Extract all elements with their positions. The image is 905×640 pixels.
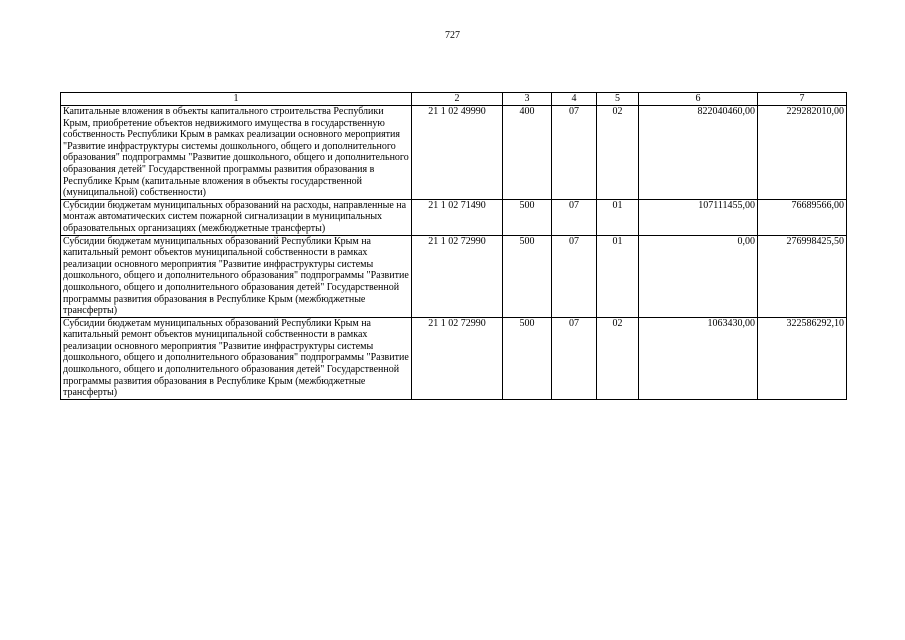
table-row [61, 106, 847, 200]
header-col-2: 2 [412, 93, 503, 106]
row-expense-type: 500 [503, 317, 552, 399]
row-target-article: 21 1 02 72990 [412, 317, 503, 399]
header-col-6: 6 [639, 93, 758, 106]
row-amount-col7: 229282010,00 [758, 106, 847, 200]
table-row [61, 317, 847, 399]
row-amount-col7: 276998425,50 [758, 235, 847, 317]
header-col-7: 7 [758, 93, 847, 106]
row-description: Капитальные вложения в объекты капитального строительства Республики Крым, приобретение объектов недвижимого имущества в государственную собственность Республики Крым в рамках реализации основного мероприятия "Развитие инфраструктуры системы дошкольного, общего и дополнительного образования" подпрограммы "Развитие дошкольного, общего и дополнительного образования детей" Государственной программы развития образования в Республике Крым (капитальные вложения в объекты государственной (муниципальной) собственности) [61, 106, 412, 200]
row-amount-col7: 322586292,10 [758, 317, 847, 399]
header-col-1: 1 [61, 93, 412, 106]
table-body [61, 106, 847, 400]
row-section: 07 [552, 199, 597, 235]
row-amount-col6: 1063430,00 [639, 317, 758, 399]
row-subsection: 02 [597, 317, 639, 399]
row-expense-type: 500 [503, 235, 552, 317]
row-section: 07 [552, 235, 597, 317]
row-description: Субсидии бюджетам муниципальных образований на расходы, направленные на монтаж автоматических систем пожарной сигнализации в муниципальных образовательных организациях (межбюджетные трансферты) [61, 199, 412, 235]
row-section: 07 [552, 106, 597, 200]
row-description: Субсидии бюджетам муниципальных образований Республики Крым на капитальный ремонт объектов муниципальной собственности в рамках реализации основного мероприятия "Развитие инфраструктуры системы дошкольного, общего и дополнительного образования" подпрограммы "Развитие дошкольного, общего и дополнительного образования детей" Государственной программы развития образования в Республике Крым (межбюджетные трансферты) [61, 235, 412, 317]
row-section: 07 [552, 317, 597, 399]
row-subsection: 01 [597, 199, 639, 235]
row-target-article: 21 1 02 49990 [412, 106, 503, 200]
row-amount-col6: 107111455,00 [639, 199, 758, 235]
table-row [61, 235, 847, 317]
row-description: Субсидии бюджетам муниципальных образований Республики Крым на капитальный ремонт объектов муниципальной собственности в рамках реализации основного мероприятия "Развитие инфраструктуры системы дошкольного, общего и дополнительного образования" подпрограммы "Развитие дошкольного, общего и дополнительного образования детей" Государственной программы развития образования в Республике Крым (межбюджетные трансферты) [61, 317, 412, 399]
row-amount-col6: 822040460,00 [639, 106, 758, 200]
row-amount-col6: 0,00 [639, 235, 758, 317]
page-number: 727 [445, 30, 460, 41]
table-row [61, 199, 847, 235]
header-row [61, 93, 847, 106]
row-target-article: 21 1 02 71490 [412, 199, 503, 235]
row-amount-col7: 76689566,00 [758, 199, 847, 235]
row-expense-type: 400 [503, 106, 552, 200]
row-expense-type: 500 [503, 199, 552, 235]
row-subsection: 01 [597, 235, 639, 317]
row-subsection: 02 [597, 106, 639, 200]
table-header [61, 93, 847, 106]
row-target-article: 21 1 02 72990 [412, 235, 503, 317]
budget-table [60, 92, 847, 400]
header-col-5: 5 [597, 93, 639, 106]
header-col-4: 4 [552, 93, 597, 106]
header-col-3: 3 [503, 93, 552, 106]
